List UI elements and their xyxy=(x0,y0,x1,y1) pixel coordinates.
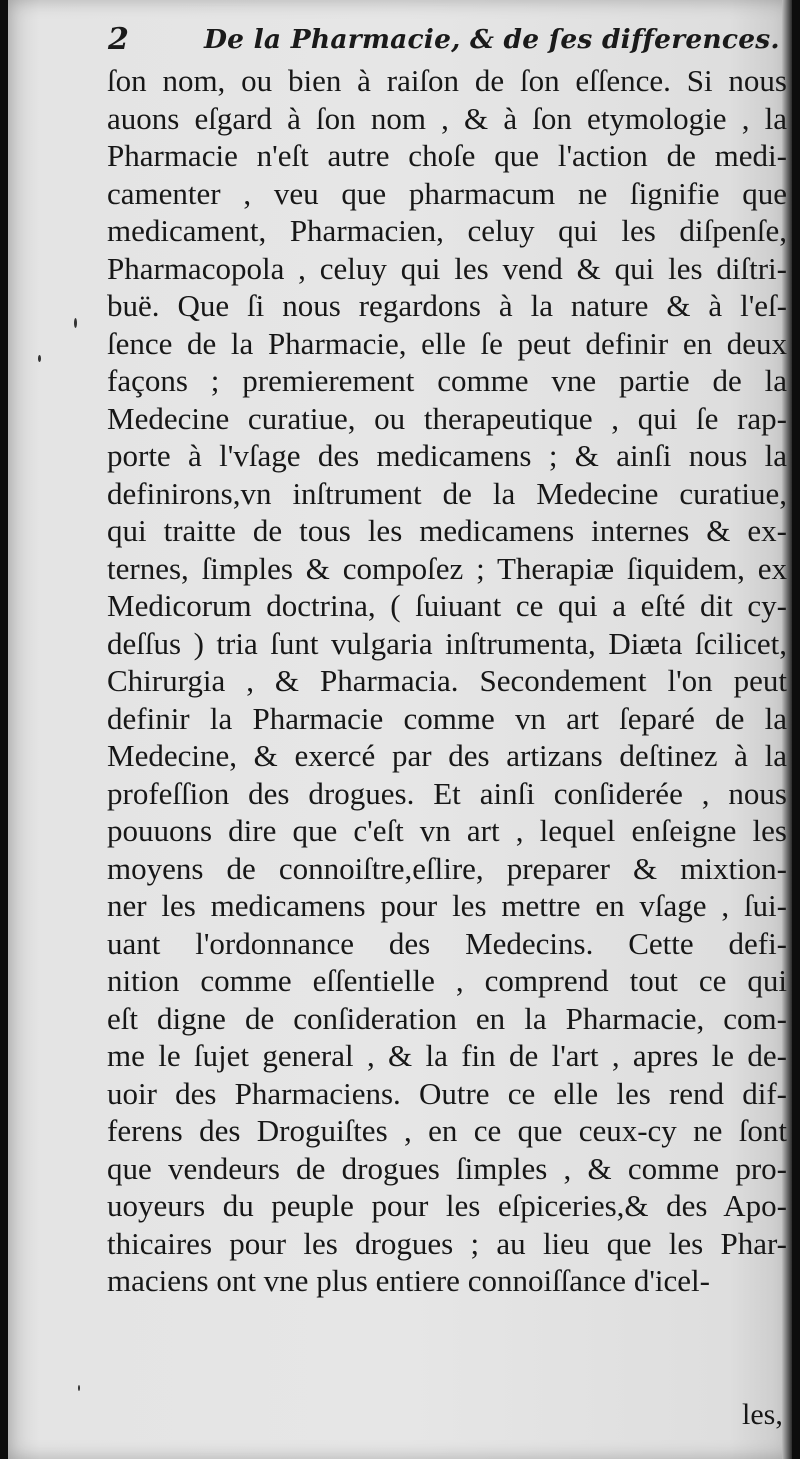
body-text xyxy=(107,62,787,1300)
page-number: 2 xyxy=(108,22,129,57)
text-line: uoir des Pharmaciens. Outre ce elle les rend dif- xyxy=(107,1075,787,1111)
text-line: pouuons dire que c'eſt vn art , lequel enſeigne les xyxy=(107,813,787,848)
text-line: Medecine curatiue, ou therapeutique , qui ſe rap- xyxy=(107,400,787,436)
text-line: profeſſion des drogues. Et ainſi conſiderée , nous xyxy=(107,775,787,811)
text-line: Medicorum doctrina, ( ſuiuant ce qui a eſté dit cy- xyxy=(107,588,787,623)
text-line: buë. Que ſi nous regardons à la nature & à l'eſ- xyxy=(107,288,787,323)
text-line: camenter , veu que pharmacum ne ſignifie que xyxy=(107,175,787,211)
text-line: thicaires pour les drogues ; au lieu que les Phar- xyxy=(107,1225,787,1261)
text-line: moyens de connoiſtre,eſlire, preparer & mixtion- xyxy=(107,850,787,886)
text-line: medicament, Pharmacien, celuy qui les diſpenſe, xyxy=(107,213,787,248)
ink-speck xyxy=(74,318,77,328)
text-line: Pharmacopola , celuy qui les vend & qui les diſtri- xyxy=(107,250,787,286)
book-page xyxy=(8,0,792,1459)
text-line: Chirurgia , & Pharmacia. Secondement l'on peut xyxy=(107,663,787,698)
text-line: qui traitte de tous les medicamens internes & ex- xyxy=(107,513,787,548)
text-line: ner les medicamens pour les mettre en vſage , ſui- xyxy=(107,888,787,923)
text-line: porte à l'vſage des medicamens ; & ainſi nous la xyxy=(107,438,787,473)
text-line: definir la Pharmacie comme vn art ſeparé de la xyxy=(107,700,787,736)
text-line: ſence de la Pharmacie, elle ſe peut definir en deux xyxy=(107,325,787,361)
text-line: me le ſujet general , & la fin de l'art , apres le de- xyxy=(107,1038,787,1073)
text-line: que vendeurs de drogues ſimples , & comme pro- xyxy=(107,1150,787,1186)
text-line: auons eſgard à ſon nom , & à ſon etymologie , la xyxy=(107,100,787,136)
ink-speck xyxy=(78,1385,80,1391)
text-line: deſſus ) tria ſunt vulgaria inſtrumenta, Diæta ſcilicet, xyxy=(107,625,787,661)
text-line: uoyeurs du peuple pour les eſpiceries,& des Apo- xyxy=(107,1188,787,1223)
running-head: De la Pharmacie, & de ſes differences. xyxy=(204,24,780,55)
text-line: uant l'ordonnance des Medecins. Cette defi- xyxy=(107,925,787,961)
page-header xyxy=(108,18,798,62)
text-line: ternes, ſimples & compoſez ; Therapiæ ſiquidem, ex xyxy=(107,550,787,586)
text-line: Pharmacie n'eſt autre choſe que l'action de medi- xyxy=(107,138,787,173)
text-line: Medecine, & exercé par des artizans deſtinez à la xyxy=(107,738,787,773)
text-line: maciens ont vne plus entiere connoiſſance d'icel- xyxy=(107,1263,710,1298)
text-line: eſt digne de conſideration en la Pharmacie, com- xyxy=(107,1000,787,1036)
text-line: nition comme eſſentielle , comprend tout ce qui xyxy=(107,963,787,998)
text-line: definirons,vn inſtrument de la Medecine curatiue, xyxy=(107,475,787,511)
ink-speck xyxy=(38,355,41,362)
catchword: les, xyxy=(742,1398,783,1431)
text-line: ſon nom, ou bien à raiſon de ſon eſſence. Si nous xyxy=(107,63,787,98)
text-line: ferens des Droguiſtes , en ce que ceux-cy ne ſont xyxy=(107,1113,787,1148)
text-line: façons ; premierement comme vne partie de la xyxy=(107,363,787,398)
